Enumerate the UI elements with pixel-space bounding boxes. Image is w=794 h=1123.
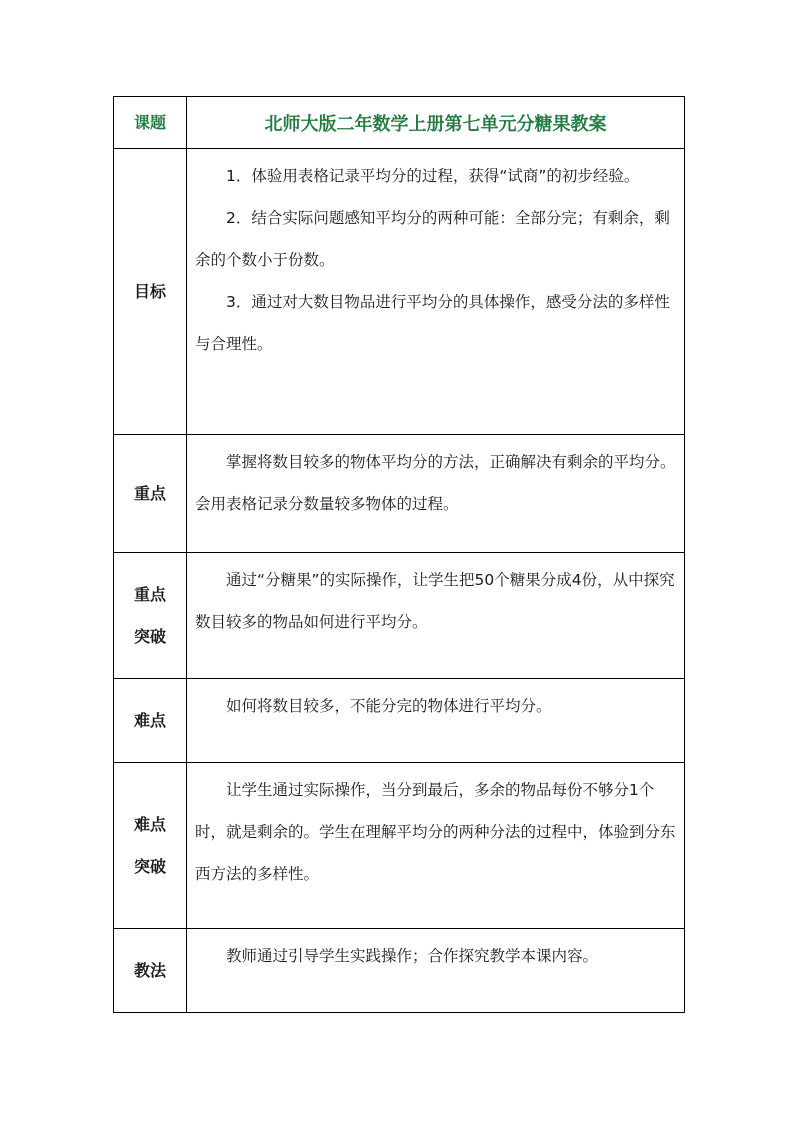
teaching-method-label: [114, 929, 187, 1013]
paragraph: 1．体验用表格记录平均分的过程，获得“试商”的初步经验。: [226, 167, 640, 185]
paragraph: 如何将数目较多，不能分完的物体进行平均分。: [226, 697, 552, 715]
difficulty-label: [114, 679, 187, 763]
goals-content: [187, 149, 685, 435]
row-goals: [114, 149, 685, 435]
paragraph: 通过“分糖果”的实际操作，让学生把50个糖果分成4份，从中探究数目较多的物品如何进行平均分。: [195, 571, 675, 631]
key-points-content: [187, 435, 685, 553]
key-breakthrough-content: [187, 553, 685, 679]
key-points-label: [114, 435, 187, 553]
lesson-title: 北师大版二年数学上册第七单元分糖果教案: [187, 97, 685, 149]
label-line: 难点: [133, 710, 166, 730]
teaching-method-content: [187, 929, 685, 1013]
label-line: 教法: [133, 960, 166, 980]
label-line: 突破: [133, 856, 166, 876]
paragraph: 教师通过引导学生实践操作；合作探究教学本课内容。: [226, 947, 599, 965]
row-difficulty: [114, 679, 685, 763]
paragraph: 让学生通过实际操作，当分到最后，多余的物品每份不够分1个时，就是剩余的。学生在理解平均分的两种分法的过程中，体验到分东西方法的多样性。: [195, 781, 676, 883]
lesson-plan-table: [113, 96, 685, 1013]
label-line: 突破: [133, 626, 166, 646]
key-breakthrough-label: [114, 553, 187, 679]
row-key-breakthrough: [114, 553, 685, 679]
paragraph: 2．结合实际问题感知平均分的两种可能：全部分完；有剩余，剩余的个数小于份数。: [195, 209, 670, 269]
header-row: [114, 97, 685, 149]
difficulty-breakthrough-label: [114, 763, 187, 929]
row-difficulty-breakthrough: [114, 763, 685, 929]
row-teaching-method: [114, 929, 685, 1013]
goals-label: [114, 149, 187, 435]
row-key-points: [114, 435, 685, 553]
paragraph: 掌握将数目较多的物体平均分的方法，正确解决有剩余的平均分。会用表格记录分数量较多物体的过程。: [195, 453, 676, 513]
paragraph: 3．通过对大数目物品进行平均分的具体操作，感受分法的多样性与合理性。: [195, 293, 670, 353]
label-line: 重点: [133, 584, 166, 604]
label-line: 重点: [133, 483, 166, 503]
difficulty-breakthrough-content: [187, 763, 685, 929]
label-line: 难点: [133, 814, 166, 834]
label-line: 目标: [133, 281, 166, 301]
difficulty-content: [187, 679, 685, 763]
topic-label: 课题: [114, 97, 187, 149]
